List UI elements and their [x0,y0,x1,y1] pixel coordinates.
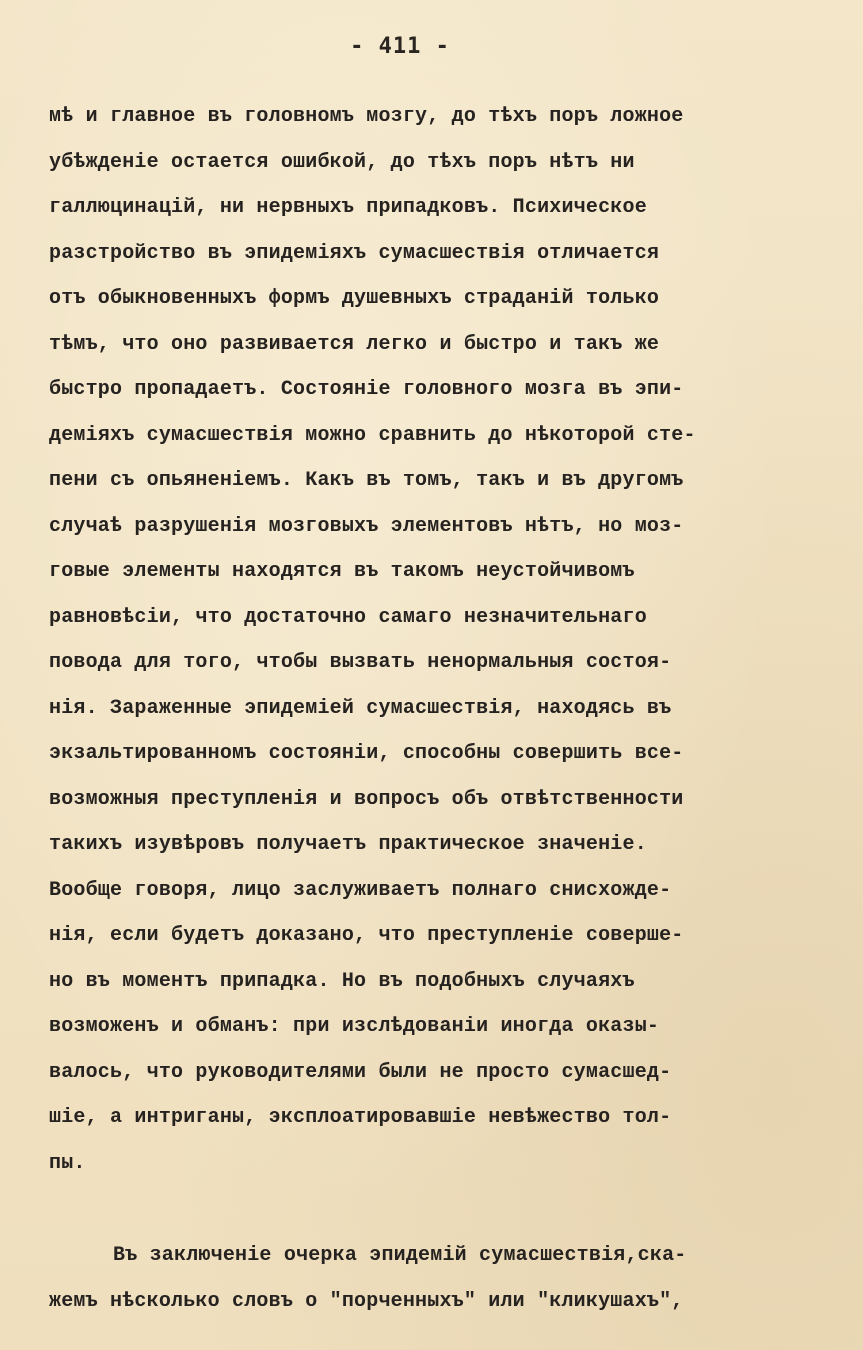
text-line: экзальтированномъ состояніи, способны совершить все- [49,742,684,765]
text-line: говые элементы находятся въ такомъ неустойчивомъ [49,560,635,583]
text-line: Въ заключеніе очерка эпидемій сумасшествія,ска- [113,1244,687,1267]
text-line: нія. Зараженные эпидеміей сумасшествія, находясь въ [49,696,672,720]
text-line: случаѣ разрушенія мозговыхъ элементовъ нѣтъ, но моз- [49,514,684,538]
text-line: возможенъ и обманъ: при изслѣдованіи иногда оказы- [49,1015,660,1038]
text-line: пы. [49,1151,86,1175]
text-line: возможныя преступленія и вопросъ объ отвѣтственности [49,787,684,811]
text-line: повода для того, чтобы вызвать ненормальныя состоя- [49,651,672,674]
paragraph-1 [49,94,809,1186]
body-text [49,94,809,1324]
text-line: такихъ изувѣровъ получаетъ практическое значеніе. [49,833,647,856]
text-line: тѣмъ, что оно развивается легко и быстро и такъ же [49,332,660,356]
text-line: пени съ опьяненіемъ. Какъ въ томъ, такъ и въ другомъ [49,469,684,492]
text-line: мѣ и главное въ головномъ мозгу, до тѣхъ поръ ложное [49,105,684,128]
text-line: жемъ нѣсколько словъ о "порченныхъ" или "кликушахъ", [49,1289,684,1313]
text-line: быстро пропадаетъ. Состояніе головного мозга въ эпи- [49,378,684,401]
page-number: - 411 - [350,34,450,59]
text-line: галлюцинацій, ни нервныхъ припадковъ. Психическое [49,196,647,219]
paragraph-spacer [49,1186,809,1233]
text-line: нія, если будетъ доказано, что преступленіе соверше- [49,924,684,947]
text-line: убѣжденіе остается ошибкой, до тѣхъ поръ нѣтъ ни [49,150,635,174]
text-line: шіе, а интриганы, эксплоатировавшіе невѣжество тол- [49,1106,672,1129]
text-line: равновѣсіи, что достаточно самаго незначительнаго [49,605,647,629]
text-line: но въ моментъ припадка. Но въ подобныхъ случаяхъ [49,969,635,993]
paragraph-2 [49,1233,809,1324]
text-line: деміяхъ сумасшествія можно сравнить до нѣкоторой сте- [49,423,696,447]
text-line: отъ обыкновенныхъ формъ душевныхъ страданій только [49,287,660,310]
text-line: разстройство въ эпидеміяхъ сумасшествія отличается [49,241,660,265]
text-line: Вообще говоря, лицо заслуживаетъ полнаго снисхожде- [49,878,672,902]
text-line: валось, что руководителями были не просто сумасшед- [49,1060,672,1084]
